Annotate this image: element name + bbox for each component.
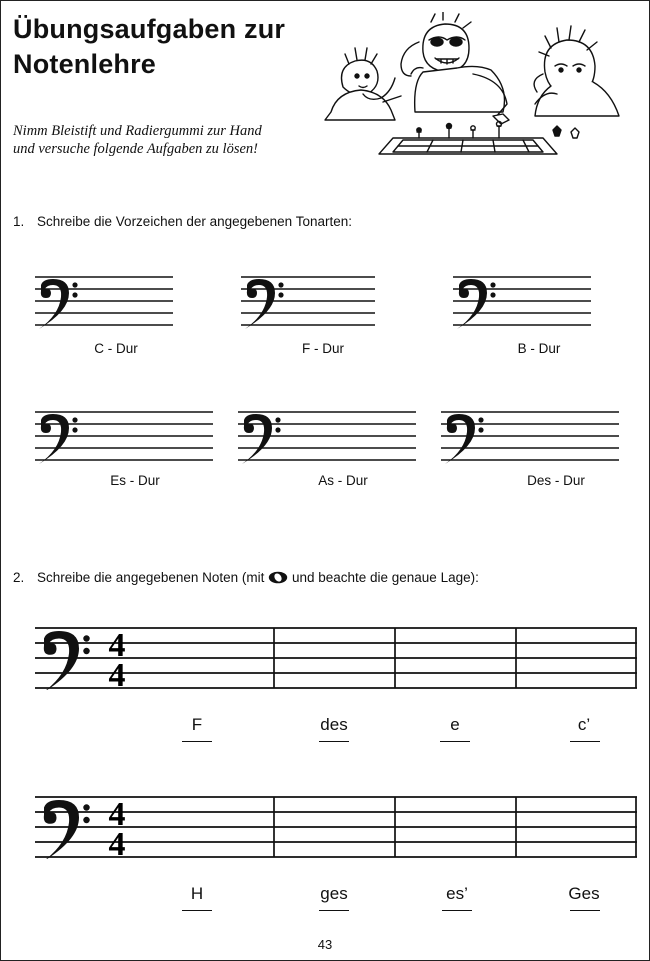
whole-note-icon bbox=[268, 571, 288, 584]
intro-line-1: Nimm Bleistift und Radiergummi zur Hand bbox=[13, 123, 262, 139]
staff-es-dur bbox=[35, 408, 215, 464]
task-2-text-after: und beachte die genaue Lage): bbox=[291, 570, 479, 585]
note-name-row1-4: c’ bbox=[577, 715, 591, 734]
note-name-row2-1: H bbox=[190, 884, 204, 903]
bass-clef-icon bbox=[457, 279, 496, 329]
bass-clef-icon bbox=[245, 279, 284, 329]
key-label-f-dur: F - Dur bbox=[302, 341, 344, 356]
key-label-es-dur: Es - Dur bbox=[110, 473, 160, 488]
note-name-row2-4: Ges bbox=[568, 884, 600, 903]
title-line-1: Übungsaufgaben zur bbox=[13, 14, 286, 44]
staff-c-dur bbox=[35, 273, 175, 329]
note-name-row2-2: ges bbox=[320, 884, 348, 903]
answer-line bbox=[182, 741, 212, 742]
staff-as-dur bbox=[238, 408, 418, 464]
bass-clef-icon bbox=[242, 414, 281, 464]
answer-line bbox=[440, 741, 470, 742]
intro-text bbox=[13, 122, 262, 158]
staff-b-dur bbox=[453, 273, 593, 329]
answer-line bbox=[570, 741, 600, 742]
bass-clef-icon bbox=[42, 800, 90, 859]
page-title bbox=[13, 12, 285, 82]
grand-staff-row-2 bbox=[35, 795, 639, 859]
note-name-row1-2: des bbox=[320, 715, 348, 734]
task-2-number: 2. bbox=[13, 570, 25, 585]
key-label-des-dur: Des - Dur bbox=[527, 473, 585, 488]
task-1-instruction bbox=[13, 214, 352, 229]
answer-line bbox=[319, 910, 349, 911]
task-2-text-before: Schreibe die angegebenen Noten (mit bbox=[37, 570, 265, 585]
task-1-number: 1. bbox=[13, 214, 25, 229]
time-signature-top: 4 bbox=[108, 627, 126, 664]
intro-line-2: und versuche folgende Aufgaben zu lösen! bbox=[13, 141, 258, 157]
time-signature-bottom: 4 bbox=[108, 657, 126, 690]
answer-line bbox=[570, 910, 600, 911]
bass-clef-icon bbox=[39, 414, 78, 464]
bass-clef-icon bbox=[39, 279, 78, 329]
note-name-row1-1: F bbox=[191, 715, 203, 734]
page-number: 43 bbox=[317, 937, 333, 952]
cartoon-illustration bbox=[323, 12, 623, 157]
grand-staff-row-1 bbox=[35, 626, 639, 690]
task-1-text: Schreibe die Vorzeichen der angegebenen Tonarten: bbox=[37, 214, 352, 229]
bass-clef-icon bbox=[42, 631, 90, 690]
time-signature-top: 4 bbox=[108, 796, 126, 833]
answer-line bbox=[442, 910, 472, 911]
title-line-2: Notenlehre bbox=[13, 49, 157, 79]
staff-des-dur bbox=[441, 408, 621, 464]
answer-line bbox=[319, 741, 349, 742]
key-label-as-dur: As - Dur bbox=[318, 473, 368, 488]
bass-clef-icon bbox=[445, 414, 484, 464]
staff-f-dur bbox=[241, 273, 377, 329]
time-signature-bottom: 4 bbox=[108, 826, 126, 859]
task-2-instruction bbox=[13, 570, 479, 585]
key-label-b-dur: B - Dur bbox=[517, 341, 561, 356]
answer-line bbox=[182, 910, 212, 911]
key-label-c-dur: C - Dur bbox=[94, 341, 138, 356]
note-name-row2-3: es’ bbox=[446, 884, 468, 903]
note-name-row1-3: e bbox=[450, 715, 460, 734]
